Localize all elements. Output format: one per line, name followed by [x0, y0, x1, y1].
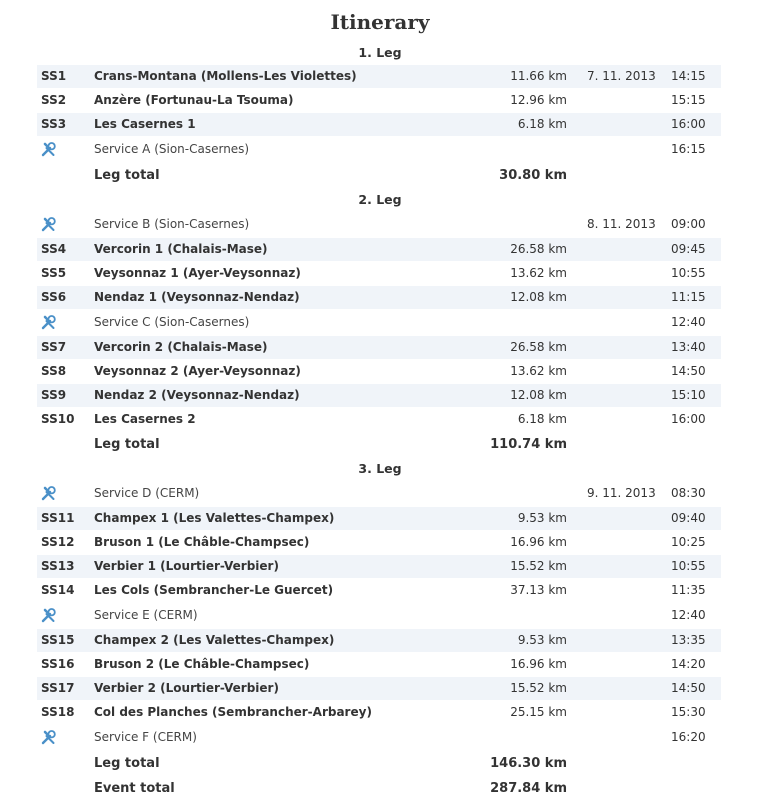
stage-code: SS9 [41, 388, 67, 402]
leg-total-row [37, 752, 721, 775]
stage-distance: 15.52 km [510, 559, 567, 573]
stage-code: SS12 [41, 535, 75, 549]
stage-time: 14:20 [671, 657, 706, 671]
leg-total-distance: 146.30 km [490, 756, 567, 771]
stage-name: Champex 2 (Les Valettes-Champex) [94, 633, 335, 647]
service-row [37, 213, 721, 236]
stage-distance: 6.18 km [517, 412, 567, 426]
stage-name: Les Casernes 2 [94, 412, 196, 426]
service-name: Service A (Sion-Casernes) [94, 142, 250, 156]
stage-distance: 12.08 km [510, 388, 567, 402]
service-row [37, 604, 721, 627]
leg-total-distance: 110.74 km [490, 437, 567, 452]
leg-total-row [37, 164, 721, 187]
stage-name: Champex 1 (Les Valettes-Champex) [94, 511, 335, 525]
stage-time: 16:00 [671, 412, 706, 426]
stage-row [37, 408, 721, 431]
stage-time: 10:55 [671, 266, 706, 280]
stage-row [37, 677, 721, 700]
service-time: 12:40 [671, 608, 706, 622]
stage-row [37, 629, 721, 652]
stage-row [37, 531, 721, 554]
service-tools-icon [40, 216, 57, 233]
stage-time: 09:45 [671, 242, 706, 256]
service-name: Service C (Sion-Casernes) [94, 315, 250, 329]
leg-total-row [37, 433, 721, 456]
stage-row [37, 113, 721, 136]
stage-code: SS8 [41, 364, 67, 378]
stage-name: Verbier 1 (Lourtier-Verbier) [94, 559, 279, 573]
stage-code: SS14 [41, 583, 75, 597]
stage-name: Col des Planches (Sembrancher-Arbarey) [94, 705, 372, 719]
stage-time: 15:30 [671, 705, 706, 719]
stage-code: SS4 [41, 242, 67, 256]
stage-row [37, 653, 721, 676]
stage-row [37, 286, 721, 309]
stage-row [37, 507, 721, 530]
stage-time: 16:00 [671, 117, 706, 131]
stage-time: 11:35 [671, 583, 706, 597]
service-date: 8. 11. 2013 [587, 217, 656, 231]
stage-name: Nendaz 1 (Veysonnaz-Nendaz) [94, 290, 300, 304]
stage-date: 7. 11. 2013 [587, 69, 656, 83]
stage-name: Bruson 1 (Le Châble-Champsec) [94, 535, 310, 549]
service-time: 12:40 [671, 315, 706, 329]
stage-distance: 9.53 km [517, 511, 567, 525]
stage-time: 10:25 [671, 535, 706, 549]
stage-distance: 9.53 km [517, 633, 567, 647]
service-tools-icon [40, 141, 57, 158]
leg-total-label: Leg total [94, 756, 160, 771]
stage-row [37, 65, 721, 88]
stage-code: SS2 [41, 93, 67, 107]
stage-row [37, 336, 721, 359]
stage-distance: 15.52 km [510, 681, 567, 695]
service-time: 09:00 [671, 217, 706, 231]
stage-time: 14:50 [671, 364, 706, 378]
stage-row [37, 360, 721, 383]
stage-distance: 13.62 km [510, 364, 567, 378]
stage-name: Anzère (Fortunau-La Tsouma) [94, 93, 294, 107]
stage-distance: 13.62 km [510, 266, 567, 280]
stage-code: SS16 [41, 657, 75, 671]
stage-time: 09:40 [671, 511, 706, 525]
stage-distance: 37.13 km [510, 583, 567, 597]
stage-time: 11:15 [671, 290, 706, 304]
event-total-distance: 287.84 km [490, 781, 567, 796]
stage-distance: 26.58 km [510, 242, 567, 256]
service-name: Service B (Sion-Casernes) [94, 217, 250, 231]
service-tools-icon [40, 607, 57, 624]
stage-code: SS7 [41, 340, 67, 354]
stage-code: SS13 [41, 559, 75, 573]
stage-distance: 6.18 km [517, 117, 567, 131]
stage-code: SS6 [41, 290, 67, 304]
leg-heading: 2. Leg [358, 192, 402, 207]
service-tools-icon [40, 485, 57, 502]
stage-name: Vercorin 1 (Chalais-Mase) [94, 242, 268, 256]
stage-name: Veysonnaz 1 (Ayer-Veysonnaz) [94, 266, 301, 280]
stage-name: Crans-Montana (Mollens-Les Violettes) [94, 69, 357, 83]
stage-code: SS11 [41, 511, 75, 525]
stage-name: Nendaz 2 (Veysonnaz-Nendaz) [94, 388, 300, 402]
event-total-row [37, 777, 721, 800]
stage-row [37, 89, 721, 112]
service-time: 16:15 [671, 142, 706, 156]
leg-total-label: Leg total [94, 168, 160, 183]
service-row [37, 482, 721, 505]
stage-distance: 12.08 km [510, 290, 567, 304]
stage-time: 13:35 [671, 633, 706, 647]
stage-row [37, 384, 721, 407]
service-name: Service D (CERM) [94, 486, 200, 500]
service-name: Service F (CERM) [94, 730, 197, 744]
stage-distance: 12.96 km [510, 93, 567, 107]
stage-time: 10:55 [671, 559, 706, 573]
stage-code: SS10 [41, 412, 75, 426]
stage-row [37, 262, 721, 285]
stage-time: 14:50 [671, 681, 706, 695]
stage-time: 14:15 [671, 69, 706, 83]
stage-distance: 26.58 km [510, 340, 567, 354]
stage-time: 13:40 [671, 340, 706, 354]
event-total-label: Event total [94, 781, 175, 796]
stage-code: SS15 [41, 633, 75, 647]
leg-total-label: Leg total [94, 437, 160, 452]
leg-total-distance: 30.80 km [499, 168, 567, 183]
stage-row [37, 555, 721, 578]
stage-distance: 11.66 km [510, 69, 567, 83]
stage-distance: 16.96 km [510, 535, 567, 549]
service-time: 16:20 [671, 730, 706, 744]
service-row [37, 311, 721, 334]
leg-heading: 3. Leg [358, 461, 402, 476]
service-row [37, 726, 721, 749]
service-date: 9. 11. 2013 [587, 486, 656, 500]
stage-code: SS18 [41, 705, 75, 719]
stage-code: SS3 [41, 117, 67, 131]
service-tools-icon [40, 729, 57, 746]
stage-code: SS5 [41, 266, 67, 280]
service-name: Service E (CERM) [94, 608, 198, 622]
itinerary-title: Itinerary [330, 10, 430, 34]
stage-name: Les Cols (Sembrancher-Le Guercet) [94, 583, 334, 597]
stage-name: Bruson 2 (Le Châble-Champsec) [94, 657, 310, 671]
stage-row [37, 238, 721, 261]
stage-name: Veysonnaz 2 (Ayer-Veysonnaz) [94, 364, 301, 378]
stage-distance: 25.15 km [510, 705, 567, 719]
stage-code: SS1 [41, 69, 67, 83]
service-tools-icon [40, 314, 57, 331]
stage-time: 15:15 [671, 93, 706, 107]
stage-name: Les Casernes 1 [94, 117, 196, 131]
stage-name: Verbier 2 (Lourtier-Verbier) [94, 681, 279, 695]
service-row [37, 138, 721, 161]
stage-name: Vercorin 2 (Chalais-Mase) [94, 340, 268, 354]
stage-row [37, 701, 721, 724]
service-time: 08:30 [671, 486, 706, 500]
leg-heading: 1. Leg [358, 45, 402, 60]
stage-time: 15:10 [671, 388, 706, 402]
stage-row [37, 579, 721, 602]
stage-code: SS17 [41, 681, 75, 695]
stage-distance: 16.96 km [510, 657, 567, 671]
